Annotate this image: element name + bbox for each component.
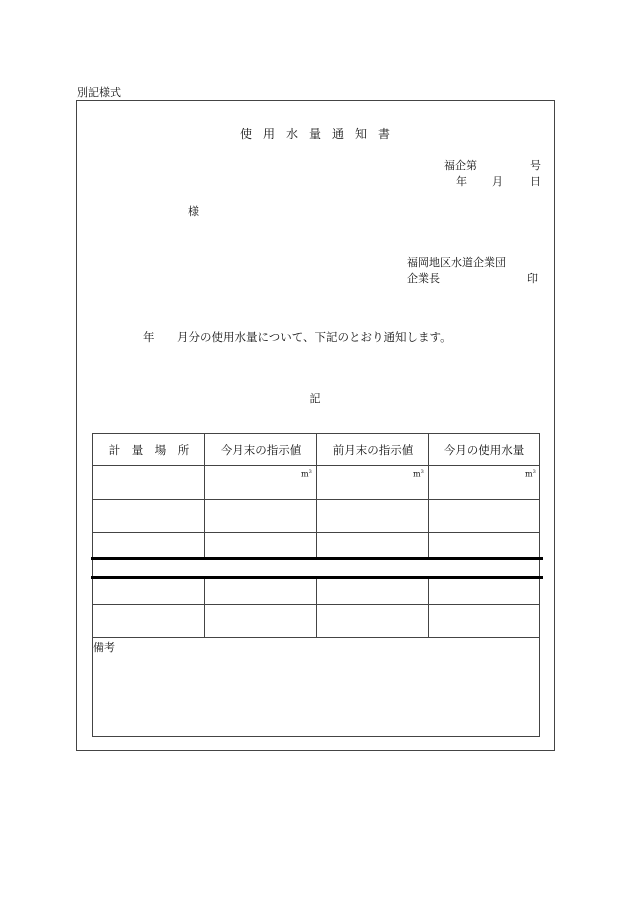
addressee-honorific: 様 (188, 205, 199, 218)
header-usage-volume: 今月の使用水量 (443, 443, 525, 457)
issuer-title: 企業長 (407, 272, 440, 285)
header-current-reading: 今月末の指示値 (220, 443, 302, 457)
date-month-label: 月 (492, 175, 503, 188)
date-year-label: 年 (456, 175, 467, 188)
issuer-seal-mark: 印 (527, 272, 538, 285)
omission-break-line-bottom (91, 576, 543, 579)
issuer-organization: 福岡地区水道企業団 (407, 256, 506, 269)
ki-heading: 記 (309, 392, 321, 405)
document-number-prefix: 福企第 (444, 159, 477, 172)
row-divider (93, 637, 539, 638)
row-divider (93, 532, 539, 533)
header-previous-reading: 前月末の指示値 (332, 443, 414, 457)
water-usage-table (92, 433, 540, 737)
row-divider (93, 604, 539, 605)
unit-cubic-meter: $m^3$ (525, 469, 536, 479)
unit-cubic-meter: $m^3$ (301, 469, 312, 479)
date-day-label: 日 (530, 175, 541, 188)
unit-cubic-meter: $m^3$ (413, 469, 424, 479)
remarks-label: 備考 (93, 641, 115, 654)
form-style-label: 別記様式 (77, 86, 121, 99)
omission-gap (93, 560, 539, 576)
document-title: 使用水量通知書 (239, 127, 401, 141)
header-metering-location: 計 量 場 所 (108, 443, 190, 457)
row-divider (93, 465, 539, 466)
document-number-suffix: 号 (530, 159, 541, 172)
row-divider (93, 499, 539, 500)
body-year-marker: 年 (143, 330, 155, 344)
omission-break-line-top (91, 557, 543, 560)
body-text: 月分の使用水量について、下記のとおり通知します。 (177, 330, 452, 344)
